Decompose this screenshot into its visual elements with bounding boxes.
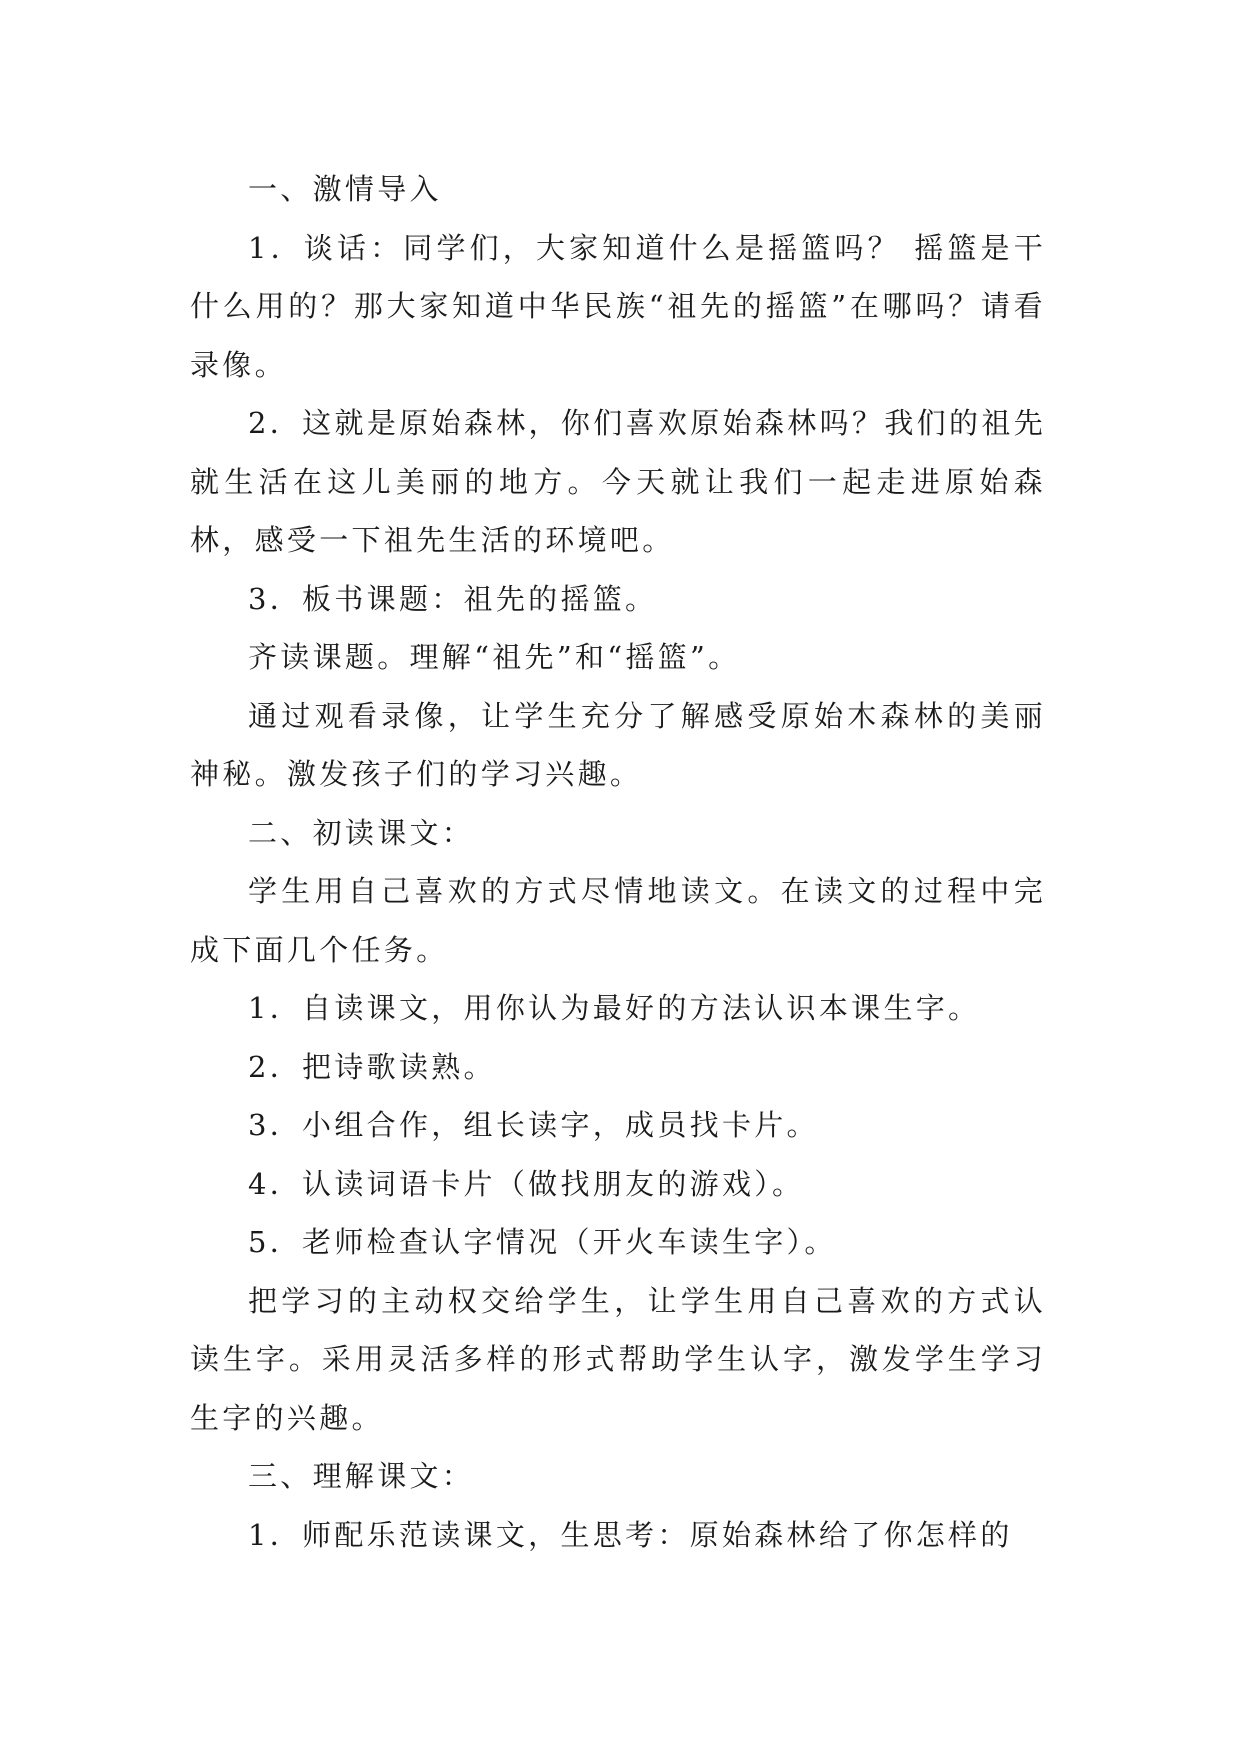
paragraph: 通过观看录像，让学生充分了解感受原始木森林的美丽神秘。激发孩子们的学习兴趣。 [190, 698, 1046, 791]
list-item: 4．认读词语卡片（做找朋友的游戏）。 [248, 1166, 805, 1201]
paragraph: 把学习的主动权交给学生，让学生用自己喜欢的方式认读生字。采用灵活多样的形式帮助学生认字，激发学生学习生字的兴趣。 [190, 1283, 1046, 1435]
list-item: 5．老师检查认字情况（开火车读生字）。 [248, 1225, 837, 1259]
paragraph: 学生用自己喜欢的方式尽情地读文。在读文的过程中完成下面几个任务。 [190, 874, 1046, 967]
paragraph: 2．这就是原始森林，你们喜欢原始森林吗？我们的祖先就生活在这儿美丽的地方。今天就让我们一起走进原始森林，感受一下祖先生活的环境吧。 [190, 406, 1046, 557]
paragraph: 1．谈话：同学们，大家知道什么是摇篮吗？ 摇篮是干什么用的？那大家知道中华民族“祖先的摇篮”在哪吗？请看录像。 [190, 230, 1046, 382]
list-item: 1．自读课文，用你认为最好的方法认识本课生字。 [248, 991, 981, 1025]
section-heading-first-reading: 二、初读课文： [248, 815, 475, 850]
list-item: 2．把诗歌读熟。 [248, 1049, 496, 1084]
section-heading-intro: 一、激情导入 [248, 172, 442, 206]
list-item: 1．师配乐范读课文，生思考：原始森林给了你怎样的 [248, 1517, 1013, 1552]
paragraph: 齐读课题。理解“祖先”和“摇篮”。 [248, 640, 741, 674]
document-body [190, 160, 1046, 1564]
paragraph: 3．板书课题：祖先的摇篮。 [248, 581, 658, 616]
list-item: 3．小组合作，组长读字，成员找卡片。 [248, 1108, 819, 1142]
section-heading-understanding: 三、理解课文： [248, 1459, 475, 1493]
